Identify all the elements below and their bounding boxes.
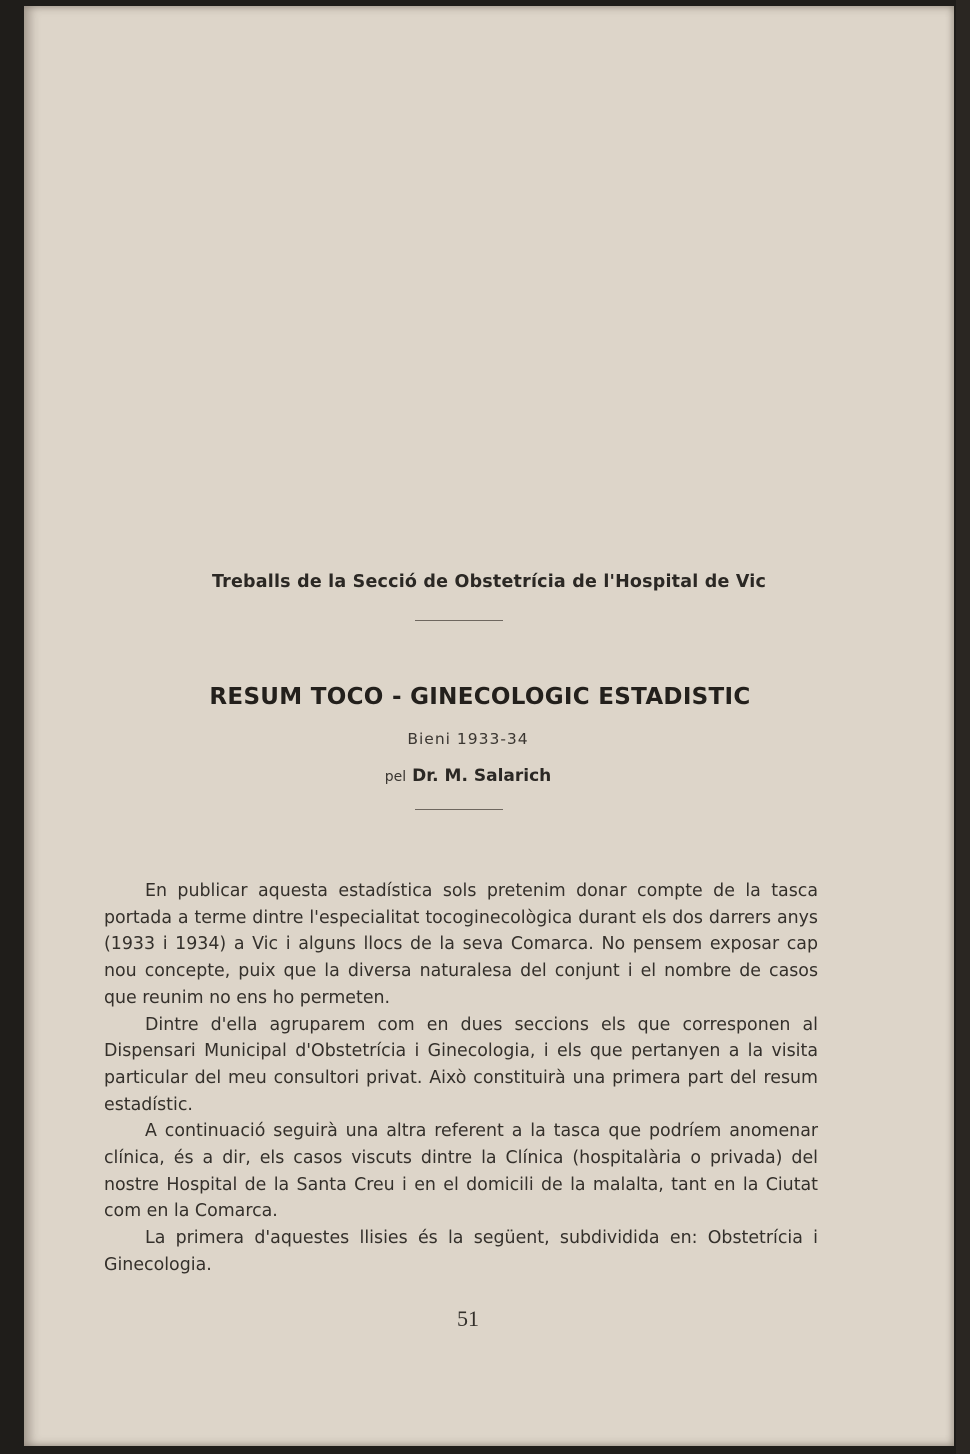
paragraph-4: La primera d'aquestes llisies és la següent, subdividida en: Obstetrícia i Ginecologia. [104, 1228, 818, 1275]
series-heading: Treballs de la Secció de Obstetrícia de l'Hospital de Vic [211, 572, 767, 592]
paragraph-2: Dintre d'ella agruparem com en dues seccions els que corresponen al Dispensari Municipal d'Obstetrícia i Ginecologia, i els que pertanyen a la visita particular del meu consultori privat. Això constituirà una primera part del resum estadístic. [104, 1014, 818, 1115]
paragraph-3: A continuació seguirà una altra referent a la tasca que podríem anomenar clínica, és a dir, els casos viscuts dintre la Clínica (hospitalària o privada) del nostre Hospital de la Santa Creu i en el domicili de la malalta, tant en la Ciutat com en la Comarca. [104, 1121, 818, 1222]
paragraph-1: En publicar aquesta estadística sols pretenim donar compte de la tasca portada a terme dintre l'especialitat tocoginecològica durant els dos darrers anys (1933 i 1934) a Vic i alguns llocs de la seva Comarca. No pensem exposar cap nou concepte, puix que la diversa naturalesa del conjunt i el nombre de casos que reunim no ens ho permeten. [104, 881, 818, 1008]
author-line [24, 766, 912, 786]
author-prefix: pel [384, 769, 407, 785]
article-title: RESUM TOCO - GINECOLOGIC ESTADISTIC [209, 684, 751, 710]
document-page [24, 6, 954, 1446]
page-number: 51 [457, 1306, 479, 1331]
article-body [104, 878, 818, 1279]
article-subtitle: Bieni 1933-34 [407, 730, 529, 748]
author-name: Dr. M. Salarich [412, 766, 552, 786]
divider-top [415, 620, 503, 621]
page-edge [956, 0, 970, 1454]
divider-bottom [415, 809, 503, 810]
